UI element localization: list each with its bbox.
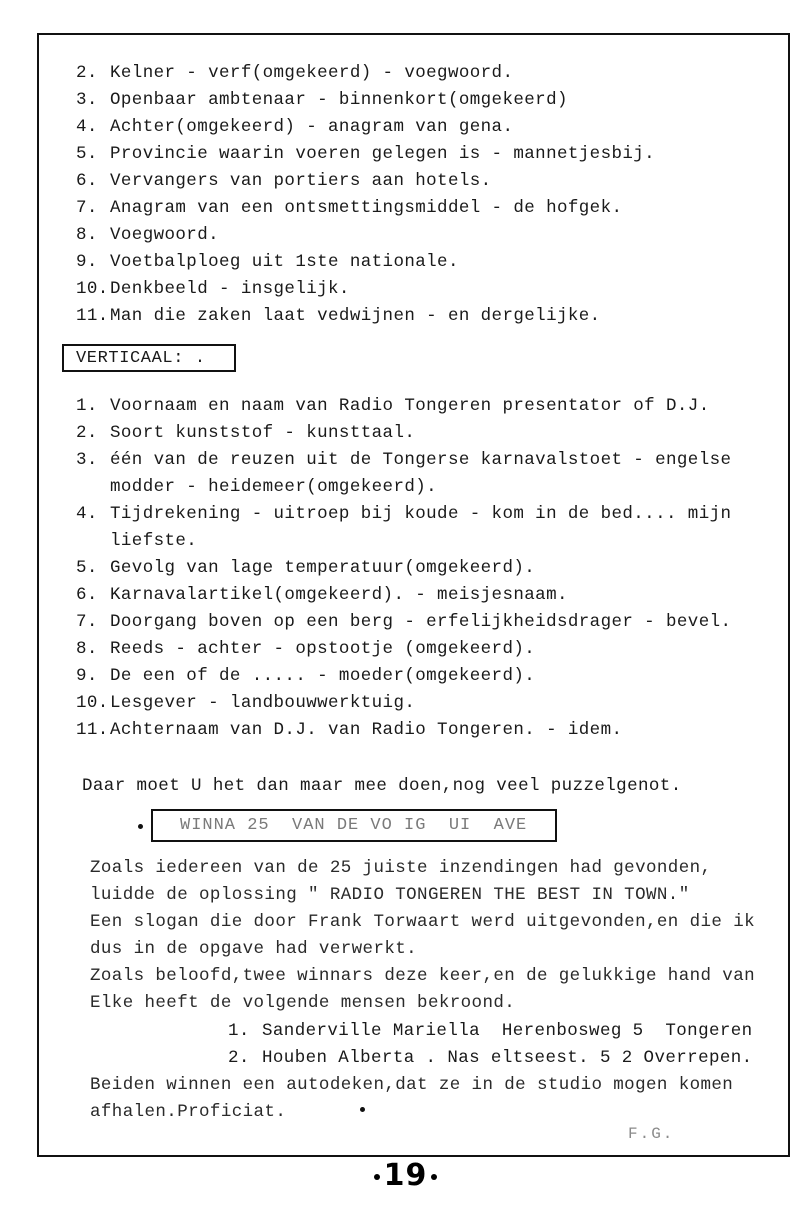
verticaal-clue xyxy=(76,611,731,633)
verticaal-clue xyxy=(76,719,622,741)
clue-text: Tijdrekening - uitroep bij koude - kom in de bed.... mijn xyxy=(110,504,732,524)
clue-number: 2. xyxy=(228,1048,250,1068)
clue-text: Doorgang boven op een berg - erfelijkheidsdrager - bevel. xyxy=(110,612,732,632)
clue-number: 7. xyxy=(76,198,98,218)
clue-text: Houben Alberta . Nas eltseest. 5 2 Overrepen. xyxy=(262,1048,753,1068)
page-number-dot xyxy=(374,1174,380,1180)
verticaal-clue xyxy=(76,557,535,579)
verticaal-clue xyxy=(76,638,535,660)
clue-text: Gevolg van lage temperatuur(omgekeerd). xyxy=(110,558,536,578)
verticaal-clue-continuation: modder - heidemeer(omgekeerd). xyxy=(110,477,438,497)
clue-number: 6. xyxy=(76,171,98,191)
clue-text: Sanderville Mariella Herenbosweg 5 Tongeren xyxy=(262,1021,753,1041)
horizontaal-clue xyxy=(76,62,513,84)
verticaal-clue-continuation: liefste. xyxy=(110,531,198,551)
clue-number: 11. xyxy=(76,720,109,740)
winners-paragraph-line: Zoals beloofd,twee winnars deze keer,en de gelukkige hand van xyxy=(90,966,756,986)
horizontaal-clue xyxy=(76,305,601,327)
horizontaal-clue xyxy=(76,251,459,273)
clue-number: 10. xyxy=(76,693,109,713)
verticaal-clue xyxy=(76,449,731,471)
winners-heading: WINNA 25 VAN DE VO IG UI AVE xyxy=(180,816,528,835)
horizontaal-clue xyxy=(76,224,219,246)
verticaal-clue xyxy=(76,395,710,417)
clue-number: 1. xyxy=(76,396,98,416)
horizontaal-clue xyxy=(76,170,492,192)
clue-number: 5. xyxy=(76,144,98,164)
clue-text: De een of de ..... - moeder(omgekeerd). xyxy=(110,666,536,686)
clue-text: Voetbalploeg uit 1ste nationale. xyxy=(110,252,459,272)
bullet-dot xyxy=(360,1107,365,1112)
clue-number: 3. xyxy=(76,90,98,110)
winners-paragraph-line: luidde de oplossing " RADIO TONGEREN THE BEST IN TOWN." xyxy=(90,885,690,905)
clue-number: 8. xyxy=(76,225,98,245)
winners-paragraph-line: dus in de opgave had verwerkt. xyxy=(90,939,418,959)
clue-text: Voornaam en naam van Radio Tongeren presentator of D.J. xyxy=(110,396,710,416)
horizontaal-clue xyxy=(76,89,568,111)
page-number-dot xyxy=(431,1174,437,1180)
clue-text: Man die zaken laat vedwijnen - en dergelijke. xyxy=(110,306,601,326)
clue-text: Achternaam van D.J. van Radio Tongeren. - idem. xyxy=(110,720,623,740)
verticaal-clue xyxy=(76,692,415,714)
clue-number: 9. xyxy=(76,666,98,686)
winner-entry xyxy=(228,1047,753,1069)
winners-paragraph-line: Een slogan die door Frank Torwaart werd uitgevonden,en die ik xyxy=(90,912,756,932)
winners-paragraph-line: Elke heeft de volgende mensen bekroond. xyxy=(90,993,516,1013)
verticaal-clue xyxy=(76,584,568,606)
horizontaal-clue xyxy=(76,116,513,138)
verticaal-clue xyxy=(76,422,415,444)
clue-text: Denkbeeld - insgelijk. xyxy=(110,279,350,299)
closing-line: Daar moet U het dan maar mee doen,nog veel puzzelgenot. xyxy=(82,776,682,796)
clue-number: 4. xyxy=(76,504,98,524)
clue-number: 1. xyxy=(228,1021,250,1041)
signature: F.G. xyxy=(628,1125,675,1143)
verticaal-heading: VERTICAAL: . xyxy=(76,349,206,368)
clue-text: Provincie waarin voeren gelegen is - mannetjesbij. xyxy=(110,144,656,164)
clue-text: Kelner - verf(omgekeerd) - voegwoord. xyxy=(110,63,514,83)
verticaal-clue xyxy=(76,665,535,687)
clue-number: 2. xyxy=(76,63,98,83)
clue-text: Karnavalartikel(omgekeerd). - meisjesnaam. xyxy=(110,585,568,605)
clue-number: 5. xyxy=(76,558,98,578)
clue-number: 11. xyxy=(76,306,109,326)
clue-number: 8. xyxy=(76,639,98,659)
page-number-value: 19 xyxy=(383,1158,428,1193)
clue-text: Vervangers van portiers aan hotels. xyxy=(110,171,492,191)
winner-entry xyxy=(228,1020,753,1042)
clue-number: 4. xyxy=(76,117,98,137)
winners-closing-line: afhalen.Proficiat. xyxy=(90,1102,287,1122)
horizontaal-clue xyxy=(76,278,350,300)
page-number xyxy=(0,1158,811,1193)
horizontaal-clue xyxy=(76,197,622,219)
clue-number: 2. xyxy=(76,423,98,443)
clue-number: 6. xyxy=(76,585,98,605)
clue-text: Openbaar ambtenaar - binnenkort(omgekeerd) xyxy=(110,90,568,110)
verticaal-clue xyxy=(76,503,731,525)
horizontaal-clue xyxy=(76,143,655,165)
clue-text: Voegwoord. xyxy=(110,225,220,245)
clue-number: 10. xyxy=(76,279,109,299)
clue-number: 3. xyxy=(76,450,98,470)
winners-paragraph-line: Zoals iedereen van de 25 juiste inzendingen had gevonden, xyxy=(90,858,712,878)
clue-text: Lesgever - landbouwwerktuig. xyxy=(110,693,416,713)
clue-text: Anagram van een ontsmettingsmiddel - de hofgek. xyxy=(110,198,623,218)
clue-text: Soort kunststof - kunsttaal. xyxy=(110,423,416,443)
winners-closing-line: Beiden winnen een autodeken,dat ze in de studio mogen komen xyxy=(90,1075,734,1095)
clue-text: één van de reuzen uit de Tongerse karnavalstoet - engelse xyxy=(110,450,732,470)
bullet-dot xyxy=(138,824,143,829)
clue-text: Achter(omgekeerd) - anagram van gena. xyxy=(110,117,514,137)
clue-number: 9. xyxy=(76,252,98,272)
clue-text: Reeds - achter - opstootje (omgekeerd). xyxy=(110,639,536,659)
clue-number: 7. xyxy=(76,612,98,632)
